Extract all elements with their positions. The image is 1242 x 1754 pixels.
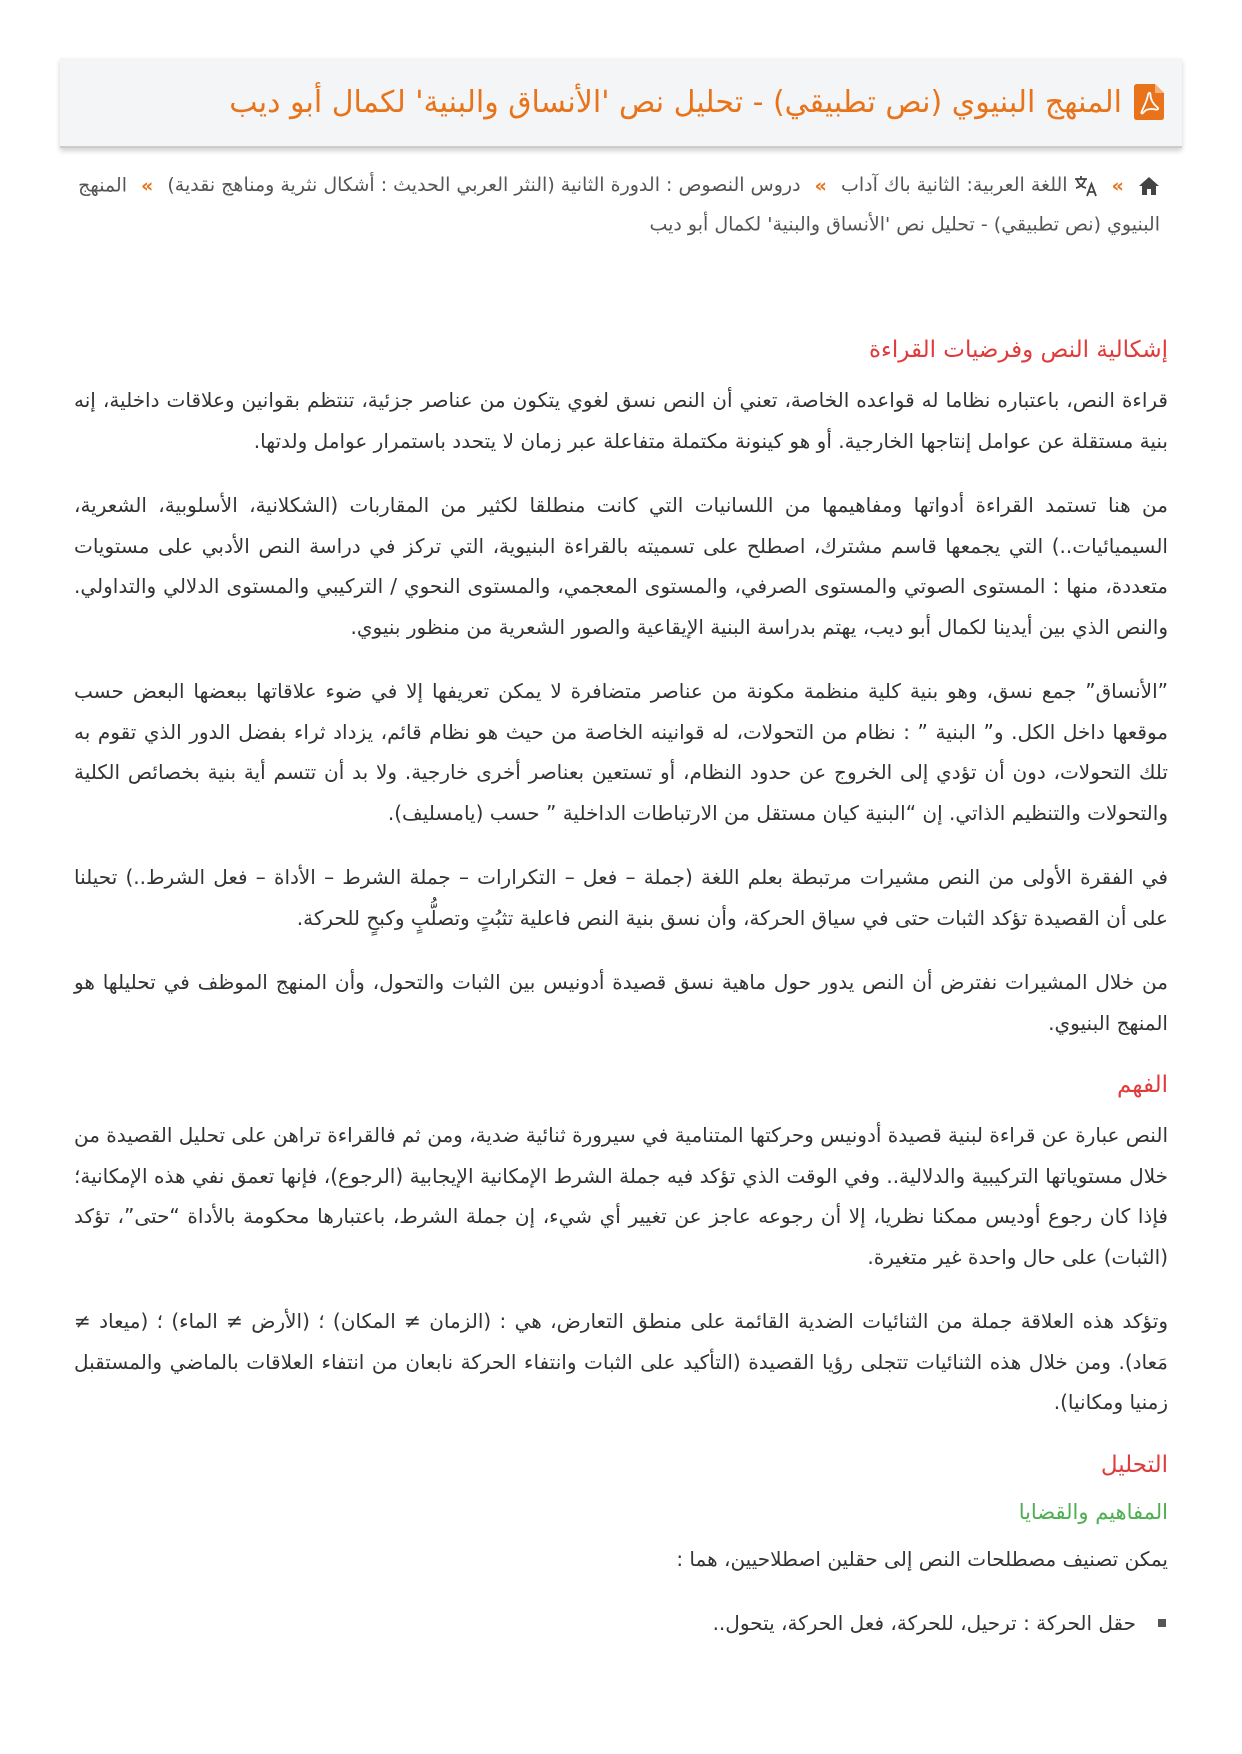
paragraph: من خلال المشيرات نفترض أن النص يدور حول ماهية نسق قصيدة أدونيس بين الثبات والتحول، وأن المنهج الموظف في تحليلها هو المنهج البنيوي.: [74, 970, 1168, 1035]
bullet-list: [74, 1603, 1168, 1643]
breadcrumb: [70, 166, 1160, 243]
breadcrumb-separator: »: [814, 174, 827, 197]
breadcrumb-link-texts-lessons[interactable]: دروس النصوص : الدورة الثانية (النثر العربي الحديث : أشكال نثرية ومناهج نقدية): [167, 174, 801, 196]
section-analysis: [74, 1447, 1168, 1644]
square-bullet-icon: [1158, 1619, 1166, 1627]
article-content: [74, 332, 1168, 1643]
paragraph: قراءة النص، باعتباره نظاما له قواعده الخاصة، تعني أن النص نسق لغوي يتكون من عناصر جزئية، تنتظم بقوانين وعلاقات داخلية، إنه بنية مستقلة عن عوامل إنتاجها الخارجية. أو هو كينونة مكتملة متفاعلة عبر زمان لا يتحدد باستمرار عوامل ولدتها.: [74, 388, 1168, 453]
title-bar: [60, 58, 1182, 148]
breadcrumb-separator: »: [141, 174, 154, 197]
list-item: [74, 1603, 1168, 1643]
paragraph: من هنا تستمد القراءة أدواتها ومفاهيمها من اللسانيات التي كانت منطلقا لكثير من المقاربات (الشكلانية، الأسلوبية، الشعرية، السيميائيات..) التي يجمعها قاسم مشترك، اصطلح على تسميته بالقراءة البنيوية، التي تركز في دراسة النص الأدبي على مستويات متعددة، منها : المستوى الصوتي والمستوى الصرفي، والمستوى المعجمي، والمستوى النحوي / التركيبي والمستوى الدلالي والتداولي. والنص الذي بين أيدينا لكمال أبو ديب، يهتم بدراسة البنية الإيقاعية والصور الشعرية من منظور بنيوي.: [74, 493, 1168, 639]
section-understanding: [74, 1067, 1168, 1423]
section-heading: التحليل: [1100, 1451, 1168, 1478]
breadcrumb-current: المنهج البنيوي (نص تطبيقي) - تحليل نص 'الأنساق والبنية' لكمال أبو ديب: [78, 174, 1160, 235]
pdf-file-icon[interactable]: [1134, 84, 1164, 120]
paragraph: النص عبارة عن قراءة لبنية قصيدة أدونيس وحركتها المتنامية في سيرورة ثنائية ضدية، ومن ثم فالقراءة تراهن على تحليل القصيدة من خلال مستوياتها التركيبية والدلالية.. وفي الوقت الذي تؤكد فيه جملة الشرط الإمكانية الإيجابية (الرجوع)، فإنها تعمق نفي هذه الإمكانية؛ فإذا كان رجوع أوديس ممكنا نظريا، إلا أن رجوعه عاجز عن تغيير أي شيء، إن جملة الشرط، باعتبارها محكومة بالأداة “حتى”، تؤكد (الثبات) على حال واحدة غير متغيرة.: [74, 1123, 1168, 1269]
section-heading: إشكالية النص وفرضيات القراءة: [869, 337, 1168, 363]
list-item-text: حقل الحركة : ترحيل، للحركة، فعل الحركة، يتحول..: [712, 1611, 1136, 1635]
page-title: المنهج البنيوي (نص تطبيقي) - تحليل نص 'الأنساق والبنية' لكمال أبو ديب: [229, 84, 1122, 120]
paragraph: يمكن تصنيف مصطلحات النص إلى حقلين اصطلاحيين، هما :: [676, 1546, 1168, 1571]
breadcrumb-link-arabic-2bac[interactable]: اللغة العربية: الثانية باك آداب: [840, 174, 1068, 196]
breadcrumb-separator: »: [1111, 174, 1124, 197]
home-icon[interactable]: [1138, 176, 1160, 196]
section-subheading: المفاهيم والقضايا: [1018, 1499, 1168, 1524]
section-heading: الفهم: [1117, 1072, 1168, 1098]
paragraph: وتؤكد هذه العلاقة جملة من الثنائيات الضدية القائمة على منطق التعارض، هي : (الزمان ≠ المكان) ؛ (الأرض ≠ الماء) ؛ (ميعاد ≠ مَعاد). ومن خلال هذه الثنائيات تتجلى رؤيا القصيدة (التأكيد على الثبات وانتفاء الحركة نابعان من انتفاء العلاقات بالماضي والمستقبل زمنيا ومكانيا).: [74, 1309, 1168, 1414]
section-problem-and-hypotheses: [74, 332, 1168, 1043]
paragraph: ”الأنساق” جمع نسق، وهو بنية كلية منظمة مكونة من عناصر متضافرة لا يمكن تعريفها إلا في ضوء علاقاتها ببعضها البعض حسب موقعها داخل الكل. و” البنية ” : نظام من التحولات، له قوانينه الخاصة من حيث هو نظام قائم، يزداد ثراء بفضل الدور الذي تقوم به تلك التحولات، دون أن تؤدي إلى الخروج عن حدود النظام، أو تستعين بعناصر أخرى خارجية. ولا بد أن تتسم أية بنية بخصائص الكلية والتحولات والتنظيم الذاتي. إن “البنية كيان مستقل من الارتباطات الداخلية ” حسب (يامسليف).: [74, 679, 1168, 825]
paragraph: في الفقرة الأولى من النص مشيرات مرتبطة بعلم اللغة (جملة – فعل – التكرارات – جملة الشرط – الأداة – فعل الشرط..) تحيلنا على أن القصيدة تؤكد الثبات حتى في سياق الحركة، وأن نسق بنية النص فاعلية تثبُتٍ وتصلُّبٍ وكبحٍ للحركة.: [74, 865, 1168, 930]
translate-icon: [1074, 175, 1098, 197]
